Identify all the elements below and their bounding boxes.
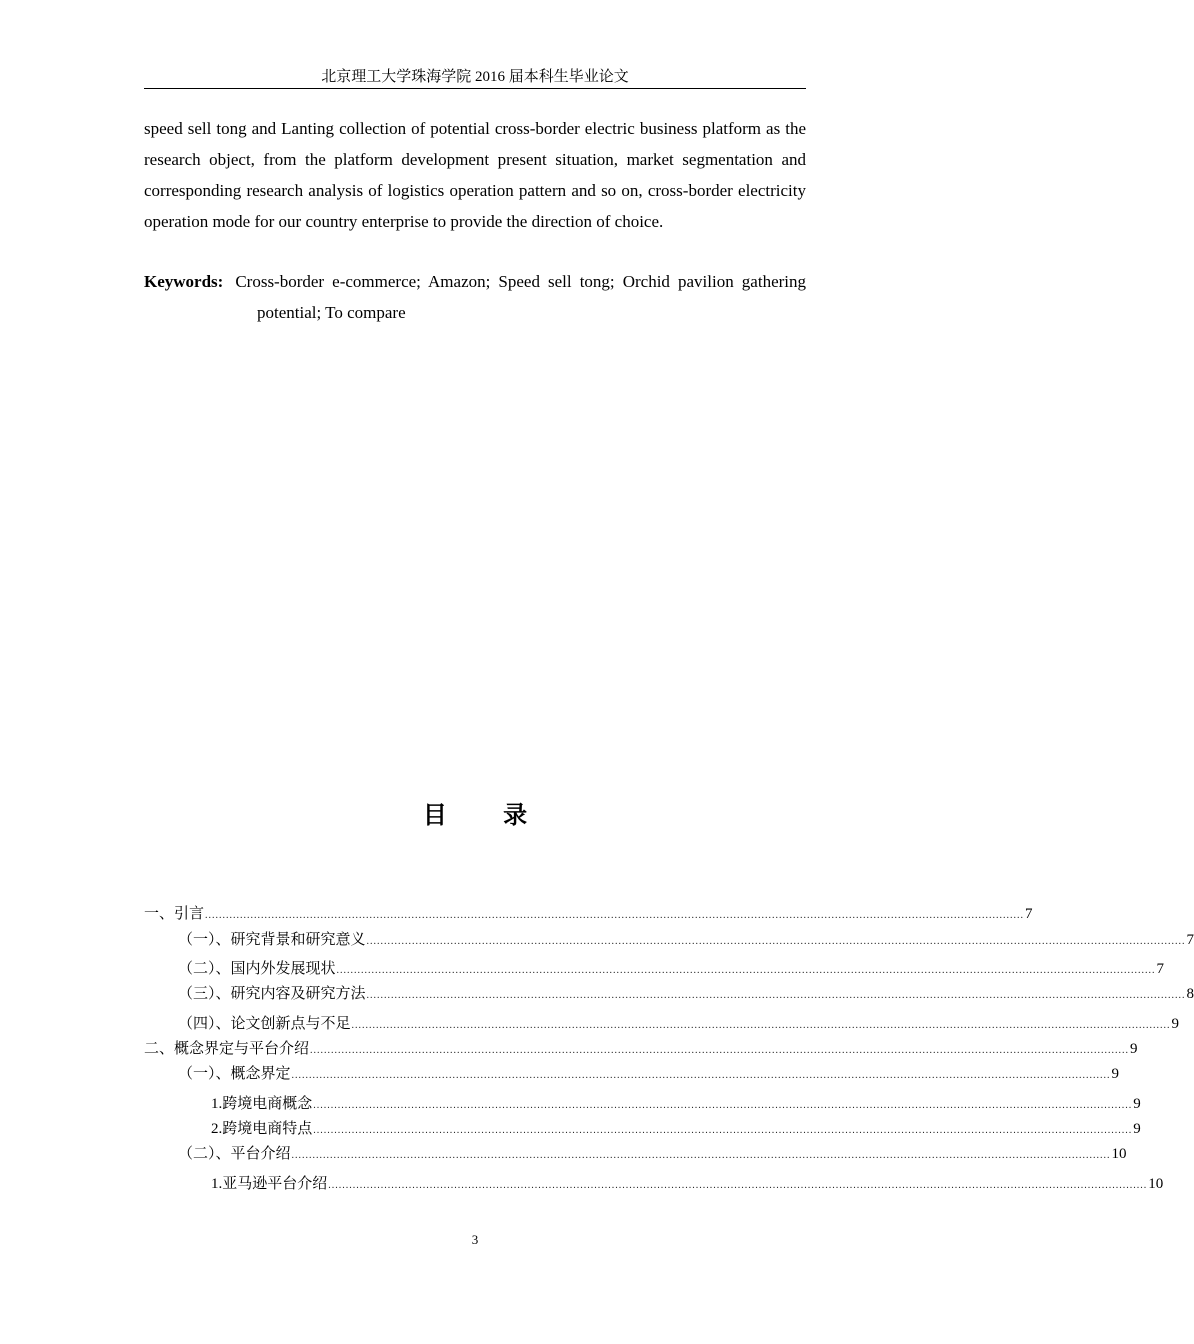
toc-entry[interactable] — [178, 1064, 1120, 1086]
toc-entry-page: 9 — [1133, 1096, 1141, 1112]
toc-leader-dots: .......................................................................................................................................................................................................................................... — [366, 990, 1186, 1001]
toc-entry-page: 7 — [1156, 961, 1165, 977]
toc-entry-label: （一）、研究背景和研究意义 — [178, 932, 366, 948]
toc-leader-dots: .......................................................................................................................................................................................................................................... — [291, 1070, 1111, 1081]
abstract-body — [144, 113, 806, 237]
toc-leader-dots: .......................................................................................................................................................................................................................................... — [291, 1150, 1111, 1161]
toc-entry-page: 9 — [1130, 1041, 1138, 1057]
toc-entry[interactable] — [211, 1174, 1164, 1196]
header-title: 北京理工大学珠海学院 2016 届本科生毕业论文 — [321, 69, 629, 85]
keywords-block — [144, 266, 806, 328]
toc-entry-label: （二）、国内外发展现状 — [178, 961, 336, 977]
keywords-text: Cross-border e-commerce; Amazon; Speed sell tong; Orchid pavilion gathering potential; To compare — [235, 272, 806, 322]
page-header — [144, 66, 806, 89]
page-number: 3 — [471, 1232, 479, 1247]
toc-entry-label: 1.跨境电商概念 — [211, 1096, 313, 1112]
toc-entry-page: 7 — [1025, 906, 1033, 922]
toc-entry-page: 10 — [1148, 1176, 1164, 1192]
toc-entry-page: 8 — [1186, 986, 1194, 1002]
toc-leader-dots: .......................................................................................................................................................................................................................................... — [336, 965, 1156, 976]
toc-entry[interactable] — [211, 1119, 1141, 1141]
toc-leader-dots: .......................................................................................................................................................................................................................................... — [313, 1125, 1133, 1136]
toc-entry[interactable] — [144, 1039, 1138, 1061]
abstract-paragraph: speed sell tong and Lanting collection of potential cross-border electric business platform as the research object, from the platform development present situation, market segmentation and corresponding research analysis of logistics operation pattern and so on, cross-border electricity operation mode for our country enterprise to provide the direction of choice. — [144, 119, 806, 231]
toc-entry-page: 7 — [1186, 932, 1194, 948]
toc-entry-label: 1.亚马逊平台介绍 — [211, 1176, 328, 1192]
toc-leader-dots: .......................................................................................................................................................................................................................................... — [313, 1100, 1133, 1111]
toc-entry-label: 一、引言 — [144, 906, 205, 922]
toc-entry-label: 二、概念界定与平台介绍 — [144, 1041, 310, 1057]
toc-title: 目 录 — [422, 801, 552, 829]
toc-leader-dots: .......................................................................................................................................................................................................................................... — [328, 1180, 1148, 1191]
toc-leader-dots: .......................................................................................................................................................................................................................................... — [366, 936, 1186, 947]
toc-entry[interactable] — [178, 930, 1194, 952]
toc-entry-page: 10 — [1111, 1146, 1127, 1162]
toc-entry-label: （一）、概念界定 — [178, 1066, 291, 1082]
toc-leader-dots: .......................................................................................................................................................................................................................................... — [351, 1020, 1171, 1031]
toc-entry-label: （四）、论文创新点与不足 — [178, 1016, 351, 1032]
toc-entry[interactable] — [178, 1144, 1127, 1166]
toc-entry-label: （二）、平台介绍 — [178, 1146, 291, 1162]
toc-entry[interactable] — [211, 1094, 1141, 1116]
toc-entry-page: 9 — [1171, 1016, 1180, 1032]
toc-entry-page: 9 — [1111, 1066, 1120, 1082]
toc-entry-page: 9 — [1133, 1121, 1141, 1137]
toc-entry[interactable] — [178, 984, 1194, 1006]
toc-leader-dots: .......................................................................................................................................................................................................................................... — [205, 910, 1025, 921]
toc-entry[interactable] — [178, 1014, 1180, 1036]
toc-entry[interactable] — [144, 904, 1033, 926]
keywords-label: Keywords: — [144, 272, 224, 291]
toc-entry-label: 2.跨境电商特点 — [211, 1121, 313, 1137]
toc-leader-dots: .......................................................................................................................................................................................................................................... — [310, 1045, 1130, 1056]
toc-entry-label: （三）、研究内容及研究方法 — [178, 986, 366, 1002]
toc-entry[interactable] — [178, 959, 1165, 981]
